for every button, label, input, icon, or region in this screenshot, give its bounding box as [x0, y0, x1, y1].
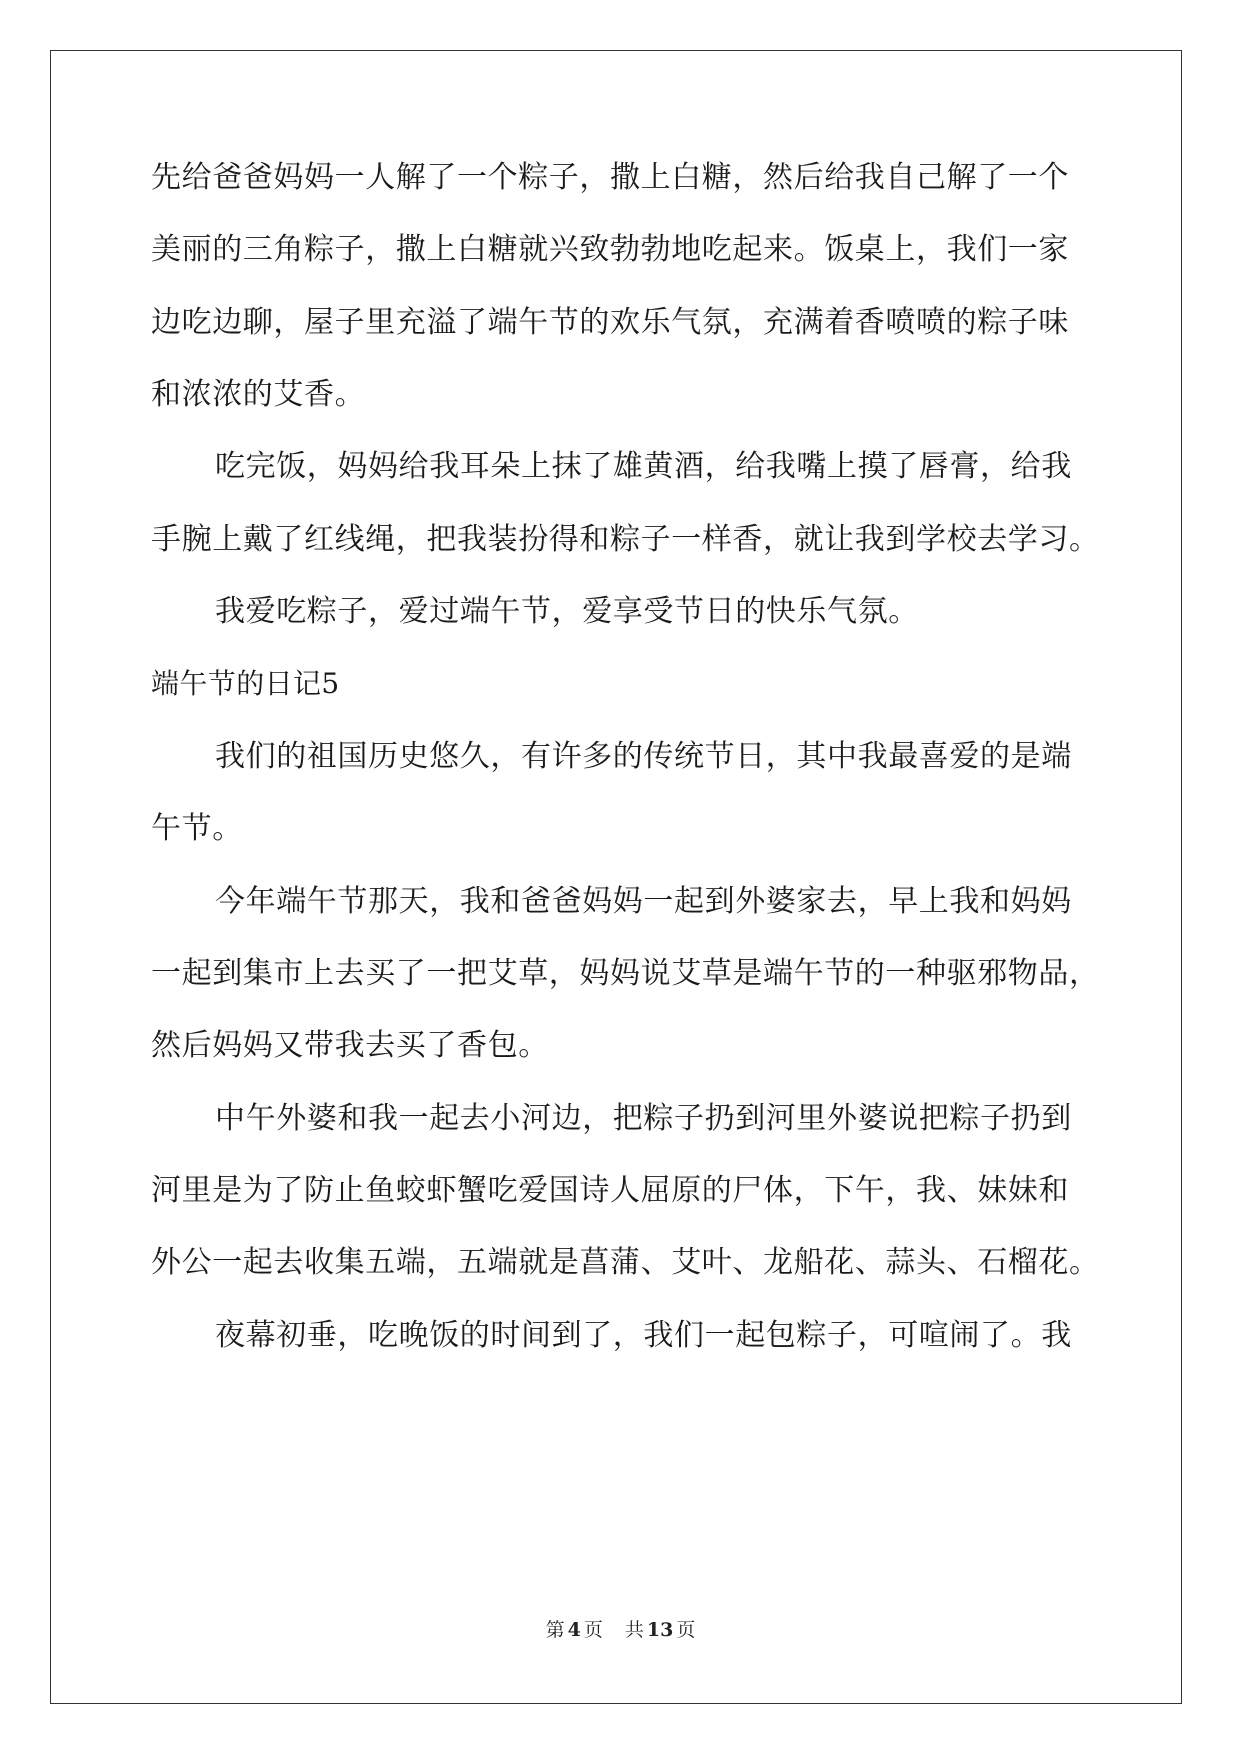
page-unit: 页 — [583, 1619, 603, 1641]
footer-prefix: 第 — [545, 1619, 565, 1641]
paragraph-line: 然后妈妈又带我去买了香包。 — [151, 1028, 549, 1063]
page-footer — [0, 1618, 1241, 1642]
paragraph-line: 先给爸爸妈妈一人解了一个粽子，撒上白糖，然后给我自己解了一个 — [151, 160, 1069, 195]
page-number: 4 — [567, 1619, 581, 1641]
paragraph-line: 一起到集市上去买了一把艾草，妈妈说艾草是端午节的一种驱邪物品， — [151, 956, 1100, 991]
paragraph-line: 午节。 — [151, 811, 243, 846]
paragraph-line: 我爱吃粽子，爱过端午节，爱享受节日的快乐气氛。 — [215, 594, 919, 629]
paragraph-line: 吃完饭，妈妈给我耳朵上抹了雄黄酒，给我嘴上摸了唇膏，给我 — [215, 449, 1072, 484]
paragraph-line: 边吃边聊，屋子里充溢了端午节的欢乐气氛，充满着香喷喷的粽子味 — [151, 305, 1069, 340]
paragraph-line: 夜幕初垂，吃晚饭的时间到了，我们一起包粽子，可喧闹了。我 — [215, 1318, 1072, 1353]
paragraph-line: 河里是为了防止鱼蛟虾蟹吃爱国诗人屈原的尸体，下午，我、妹妹和 — [151, 1173, 1069, 1208]
total-unit: 页 — [676, 1619, 696, 1641]
paragraph-line: 和浓浓的艾香。 — [151, 377, 366, 412]
section-heading: 端午节的日记5 — [151, 667, 340, 700]
paragraph-line: 我们的祖国历史悠久，有许多的传统节日，其中我最喜爱的是端 — [215, 739, 1072, 774]
paragraph-line: 今年端午节那天，我和爸爸妈妈一起到外婆家去，早上我和妈妈 — [215, 884, 1072, 919]
paragraph-line: 中午外婆和我一起去小河边，把粽子扔到河里外婆说把粽子扔到 — [215, 1101, 1072, 1136]
paragraph-line: 外公一起去收集五端，五端就是菖蒲、艾叶、龙船花、蒜头、石榴花。 — [151, 1245, 1100, 1280]
page-border — [50, 50, 1182, 1704]
paragraph-line: 美丽的三角粽子，撒上白糖就兴致勃勃地吃起来。饭桌上，我们一家 — [151, 232, 1069, 267]
total-prefix: 共 — [624, 1619, 644, 1641]
total-pages: 13 — [646, 1619, 674, 1641]
paragraph-line: 手腕上戴了红线绳，把我装扮得和粽子一样香，就让我到学校去学习。 — [151, 522, 1100, 557]
